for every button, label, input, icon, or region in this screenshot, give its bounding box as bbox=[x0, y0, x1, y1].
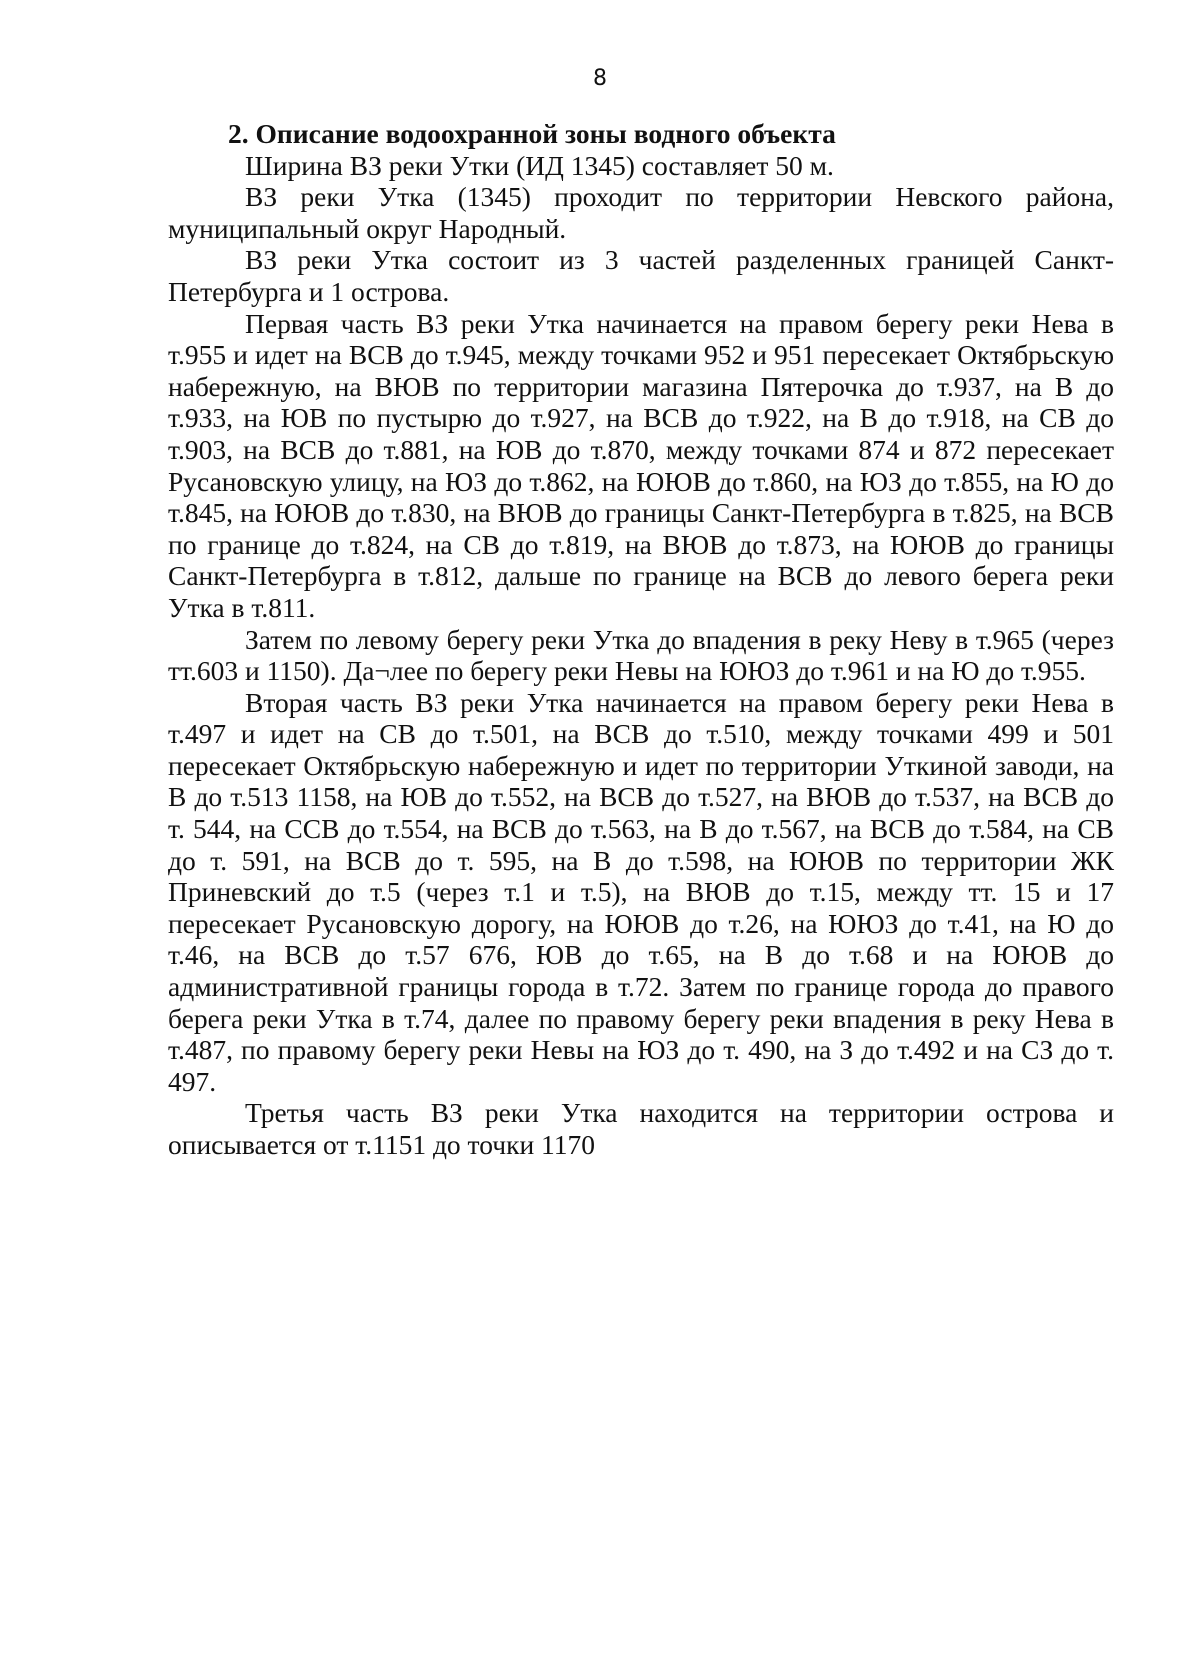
section-heading: 2. Описание водоохранной зоны водного объекта bbox=[228, 118, 836, 149]
paragraph-width: Ширина ВЗ реки Утки (ИД 1345) составляет 50 м. bbox=[245, 149, 834, 181]
paragraph-territory: ВЗ реки Утка (1345) проходит по территории Невского района, муниципальный округ Народный. bbox=[168, 181, 1114, 244]
paragraph-first-part: Первая часть ВЗ реки Утка начинается на правом берегу реки Нева в т.955 и идет на ВСВ до т.945, между точками 952 и 951 пересекает Октябрьскую набережную, на ВЮВ по территории магазина Пятерочка до т.937, на В до т.933, на ЮВ по пустырю до т.927, на ВСВ до т.922, на В до т.918, на СВ до т.903, на ВСВ до т.881, на ЮВ до т.870, между точками 874 и 872 пересекает Русановскую улицу, на ЮЗ до т.862, на ЮЮВ до т.860, на ЮЗ до т.855, на Ю до т.845, на ЮЮВ до т.830, на ВЮВ до границы Санкт-Петербурга в т.825, на ВСВ по границе до т.824, на СВ до т.819, на ВЮВ до т.873, на ЮЮВ до границы Санкт-Петербурга в т.812, дальше по границе на ВСВ до левого берега реки Утка в т.811. bbox=[168, 307, 1114, 623]
document-body bbox=[168, 118, 1114, 1161]
paragraph-third-part: Третья часть ВЗ реки Утка находится на территории острова и описывается от т.1151 до точки 1170 bbox=[168, 1097, 1114, 1160]
paragraph-parts: ВЗ реки Утка состоит из 3 частей разделенных границей Санкт-Петербурга и 1 острова. bbox=[168, 244, 1114, 307]
paragraph-second-part: Вторая часть ВЗ реки Утка начинается на правом берегу реки Нева в т.497 и идет на СВ до т.501, на ВСВ до т.510, между точками 499 и 501 пересекает Октябрьскую набережную и идет по территории Уткиной заводи, на В до т.513 1158, на ЮВ до т.552, на ВСВ до т.527, на ВЮВ до т.537, на ВСВ до т. 544, на ССВ до т.554, на ВСВ до т.563, на В до т.567, на ВСВ до т.584, на СВ до т. 591, на ВСВ до т. 595, на В до т.598, на ЮЮВ по территории ЖК Приневский до т.5 (через т.1 и т.5), на ВЮВ до т.15, между тт. 15 и 17 пересекает Русановскую дорогу, на ЮЮВ до т.26, на ЮЮЗ до т.41, на Ю до т.46, на ВСВ до т.57 676, ЮВ до т.65, на В до т.68 и на ЮЮВ до административной границы города в т.72. Затем по границе города до правого берега реки Утка в т.74, далее по правому берегу реки впадения в реку Нева в т.487, по правому берегу реки Невы на ЮЗ до т. 490, на З до т.492 и на СЗ до т. 497. bbox=[168, 686, 1114, 1097]
paragraph-left-bank: Затем по левому берегу реки Утка до впадения в реку Неву в т.965 (через тт.603 и 1150). Да¬лее по берегу реки Невы на ЮЮЗ до т.961 и на Ю до т.955. bbox=[168, 623, 1114, 687]
page-number: 8 bbox=[593, 66, 607, 91]
